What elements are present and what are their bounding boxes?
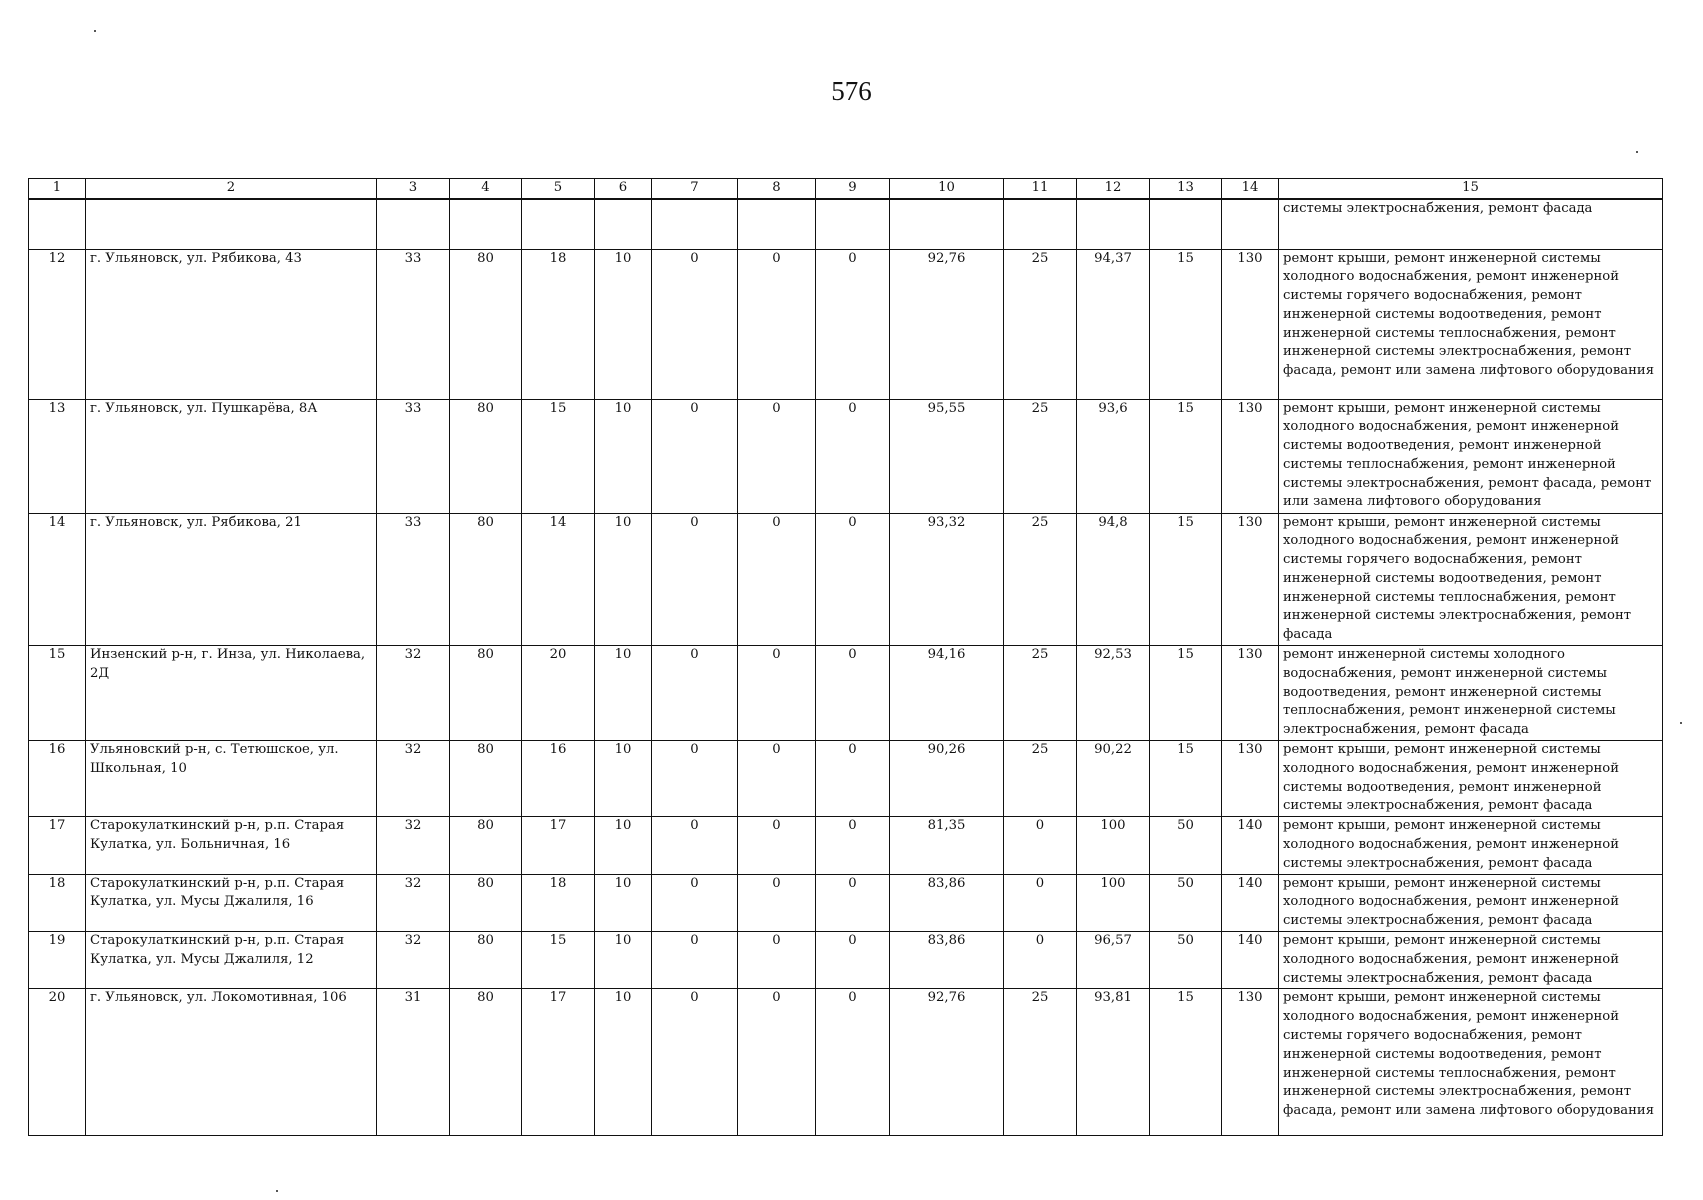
value-cell: 80 [450,932,522,989]
column-header: 13 [1150,179,1222,200]
value-cell: 96,57 [1077,932,1150,989]
value-cell: 93,81 [1077,989,1150,1136]
works-cell: ремонт инженерной системы холодного водоснабжения, ремонт инженерной системы водоотведения, ремонт инженерной системы теплоснабжения, ремонт инженерной системы электроснабжения, ремонт фасада [1279,646,1663,741]
value-cell: 140 [1222,874,1279,931]
column-header: 5 [522,179,595,200]
value-cell: 0 [816,989,890,1136]
column-header: 11 [1004,179,1077,200]
value-cell: 0 [816,932,890,989]
works-cell: ремонт крыши, ремонт инженерной системы холодного водоснабжения, ремонт инженерной системы электроснабжения, ремонт фасада [1279,874,1663,931]
works-cell: ремонт крыши, ремонт инженерной системы холодного водоснабжения, ремонт инженерной системы электроснабжения, ремонт фасада [1279,932,1663,989]
value-cell: 0 [1004,874,1077,931]
value-cell: 18 [522,249,595,399]
works-cell: ремонт крыши, ремонт инженерной системы холодного водоснабжения, ремонт инженерной системы горячего водоснабжения, ремонт инженерной системы водоотведения, ремонт инженерной системы теплоснабжения, ремонт инженерной системы электроснабжения, ремонт фасада [1279,513,1663,646]
value-cell: 90,22 [1077,741,1150,817]
column-header: 7 [652,179,738,200]
value-cell: 0 [738,741,816,817]
table-row [29,513,1663,646]
value-cell: 94,37 [1077,249,1150,399]
column-number-row [29,179,1663,200]
value-cell: 0 [652,932,738,989]
value-cell: 33 [377,249,450,399]
value-cell: 15 [1150,249,1222,399]
value-cell: 95,55 [890,399,1004,513]
table-row [29,874,1663,931]
value-cell: 0 [816,741,890,817]
value-cell: 80 [450,874,522,931]
value-cell: 0 [816,513,890,646]
value-cell: 33 [377,513,450,646]
works-cell: ремонт крыши, ремонт инженерной системы холодного водоснабжения, ремонт инженерной системы горячего водоснабжения, ремонт инженерной системы водоотведения, ремонт инженерной системы теплоснабжения, ремонт инженерной системы электроснабжения, ремонт фасада, ремонт или замена лифтового оборудования [1279,989,1663,1136]
row-number-cell: 19 [29,932,86,989]
value-cell: 0 [738,817,816,874]
value-cell: 0 [738,513,816,646]
value-cell: 0 [738,399,816,513]
value-cell: 17 [522,817,595,874]
value-cell: 0 [652,646,738,741]
value-cell: 50 [1150,817,1222,874]
value-cell: 20 [522,646,595,741]
works-cell: ремонт крыши, ремонт инженерной системы холодного водоснабжения, ремонт инженерной системы водоотведения, ремонт инженерной системы электроснабжения, ремонт фасада [1279,741,1663,817]
address-cell: Старокулаткинский р-н, р.п. Старая Кулатка, ул. Мусы Джалиля, 16 [86,874,377,931]
address-cell: Ульяновский р-н, с. Тетюшское, ул. Школьная, 10 [86,741,377,817]
column-header: 8 [738,179,816,200]
value-cell: 32 [377,646,450,741]
table-row [29,249,1663,399]
value-cell: 130 [1222,513,1279,646]
address-cell: Инзенский р-н, г. Инза, ул. Николаева, 2Д [86,646,377,741]
row-number-cell: 12 [29,249,86,399]
value-cell: 25 [1004,249,1077,399]
column-header: 4 [450,179,522,200]
column-header: 9 [816,179,890,200]
value-cell: 0 [738,249,816,399]
value-cell: 93,32 [890,513,1004,646]
value-cell: 80 [450,989,522,1136]
row-number-cell: 14 [29,513,86,646]
address-cell: г. Ульяновск, ул. Рябикова, 43 [86,249,377,399]
value-cell: 0 [816,249,890,399]
value-cell: 25 [1004,399,1077,513]
address-cell: г. Ульяновск, ул. Пушкарёва, 8А [86,399,377,513]
value-cell: 80 [450,741,522,817]
value-cell: 130 [1222,989,1279,1136]
value-cell: 130 [1222,646,1279,741]
value-cell: 0 [738,646,816,741]
value-cell: 100 [1077,817,1150,874]
row-number-cell: 18 [29,874,86,931]
works-cell: ремонт крыши, ремонт инженерной системы холодного водоснабжения, ремонт инженерной системы горячего водоснабжения, ремонт инженерной системы водоотведения, ремонт инженерной системы теплоснабжения, ремонт инженерной системы электроснабжения, ремонт фасада, ремонт или замена лифтового оборудования [1279,249,1663,399]
column-header: 2 [86,179,377,200]
value-cell: 15 [1150,741,1222,817]
value-cell: 0 [652,741,738,817]
value-cell: 10 [595,874,652,931]
value-cell: 0 [816,646,890,741]
table-row [29,646,1663,741]
row-number-cell: 17 [29,817,86,874]
scan-speck [276,1190,278,1192]
value-cell: 0 [738,989,816,1136]
value-cell: 31 [377,989,450,1136]
value-cell: 25 [1004,513,1077,646]
value-cell: 25 [1004,741,1077,817]
table-row [29,989,1663,1136]
value-cell: 10 [595,646,652,741]
value-cell: 0 [816,817,890,874]
value-cell: 10 [595,249,652,399]
value-cell: 130 [1222,399,1279,513]
value-cell: 15 [1150,646,1222,741]
value-cell: 0 [816,399,890,513]
value-cell: 0 [652,513,738,646]
value-cell: 16 [522,741,595,817]
value-cell: 0 [1004,932,1077,989]
value-cell: 32 [377,932,450,989]
value-cell: 130 [1222,249,1279,399]
value-cell: 83,86 [890,932,1004,989]
value-cell: 25 [1004,646,1077,741]
value-cell: 32 [377,741,450,817]
value-cell: 140 [1222,817,1279,874]
value-cell: 0 [652,399,738,513]
value-cell: 80 [450,249,522,399]
scan-speck [1680,722,1682,724]
value-cell: 83,86 [890,874,1004,931]
value-cell: 50 [1150,932,1222,989]
value-cell: 0 [1004,817,1077,874]
works-cell: ремонт крыши, ремонт инженерной системы холодного водоснабжения, ремонт инженерной системы электроснабжения, ремонт фасада [1279,817,1663,874]
value-cell: 32 [377,817,450,874]
column-header: 6 [595,179,652,200]
value-cell: 140 [1222,932,1279,989]
row-number-cell: 16 [29,741,86,817]
works-cell: ремонт крыши, ремонт инженерной системы холодного водоснабжения, ремонт инженерной системы водоотведения, ремонт инженерной системы теплоснабжения, ремонт инженерной системы электроснабжения, ремонт фасада, ремонт или замена лифтового оборудования [1279,399,1663,513]
value-cell: 25 [1004,989,1077,1136]
value-cell: 0 [738,932,816,989]
address-cell: Старокулаткинский р-н, р.п. Старая Кулатка, ул. Мусы Джалиля, 12 [86,932,377,989]
row-number-cell: 20 [29,989,86,1136]
repair-program-table [28,178,1663,1136]
column-header: 12 [1077,179,1150,200]
value-cell: 0 [738,874,816,931]
scan-speck [94,30,96,32]
page-number: 576 [831,76,872,106]
value-cell: 81,35 [890,817,1004,874]
value-cell: 0 [652,817,738,874]
value-cell: 15 [1150,989,1222,1136]
value-cell: 0 [652,249,738,399]
works-cell: системы электроснабжения, ремонт фасада [1279,199,1663,249]
value-cell: 10 [595,932,652,989]
continuation-row [29,199,1663,249]
value-cell: 94,16 [890,646,1004,741]
value-cell: 90,26 [890,741,1004,817]
column-header: 3 [377,179,450,200]
value-cell: 10 [595,817,652,874]
value-cell: 0 [652,874,738,931]
value-cell: 92,53 [1077,646,1150,741]
value-cell: 17 [522,989,595,1136]
scan-speck [1636,151,1638,153]
row-number-cell: 15 [29,646,86,741]
value-cell: 94,8 [1077,513,1150,646]
value-cell: 15 [1150,399,1222,513]
value-cell: 80 [450,513,522,646]
value-cell: 0 [816,874,890,931]
value-cell: 10 [595,989,652,1136]
row-number-cell: 13 [29,399,86,513]
table-row [29,932,1663,989]
value-cell: 92,76 [890,989,1004,1136]
value-cell: 0 [652,989,738,1136]
column-header: 14 [1222,179,1279,200]
value-cell: 80 [450,399,522,513]
value-cell: 15 [1150,513,1222,646]
value-cell: 32 [377,874,450,931]
value-cell: 18 [522,874,595,931]
address-cell: г. Ульяновск, ул. Локомотивная, 106 [86,989,377,1136]
value-cell: 15 [522,932,595,989]
value-cell: 14 [522,513,595,646]
address-cell: Старокулаткинский р-н, р.п. Старая Кулатка, ул. Больничная, 16 [86,817,377,874]
value-cell: 50 [1150,874,1222,931]
value-cell: 80 [450,646,522,741]
value-cell: 33 [377,399,450,513]
table-row [29,817,1663,874]
value-cell: 100 [1077,874,1150,931]
address-cell: г. Ульяновск, ул. Рябикова, 21 [86,513,377,646]
table-row [29,399,1663,513]
column-header: 1 [29,179,86,200]
value-cell: 10 [595,513,652,646]
value-cell: 130 [1222,741,1279,817]
value-cell: 93,6 [1077,399,1150,513]
value-cell: 10 [595,741,652,817]
value-cell: 10 [595,399,652,513]
value-cell: 92,76 [890,249,1004,399]
value-cell: 15 [522,399,595,513]
column-header: 15 [1279,179,1663,200]
value-cell: 80 [450,817,522,874]
column-header: 10 [890,179,1004,200]
table-row [29,741,1663,817]
